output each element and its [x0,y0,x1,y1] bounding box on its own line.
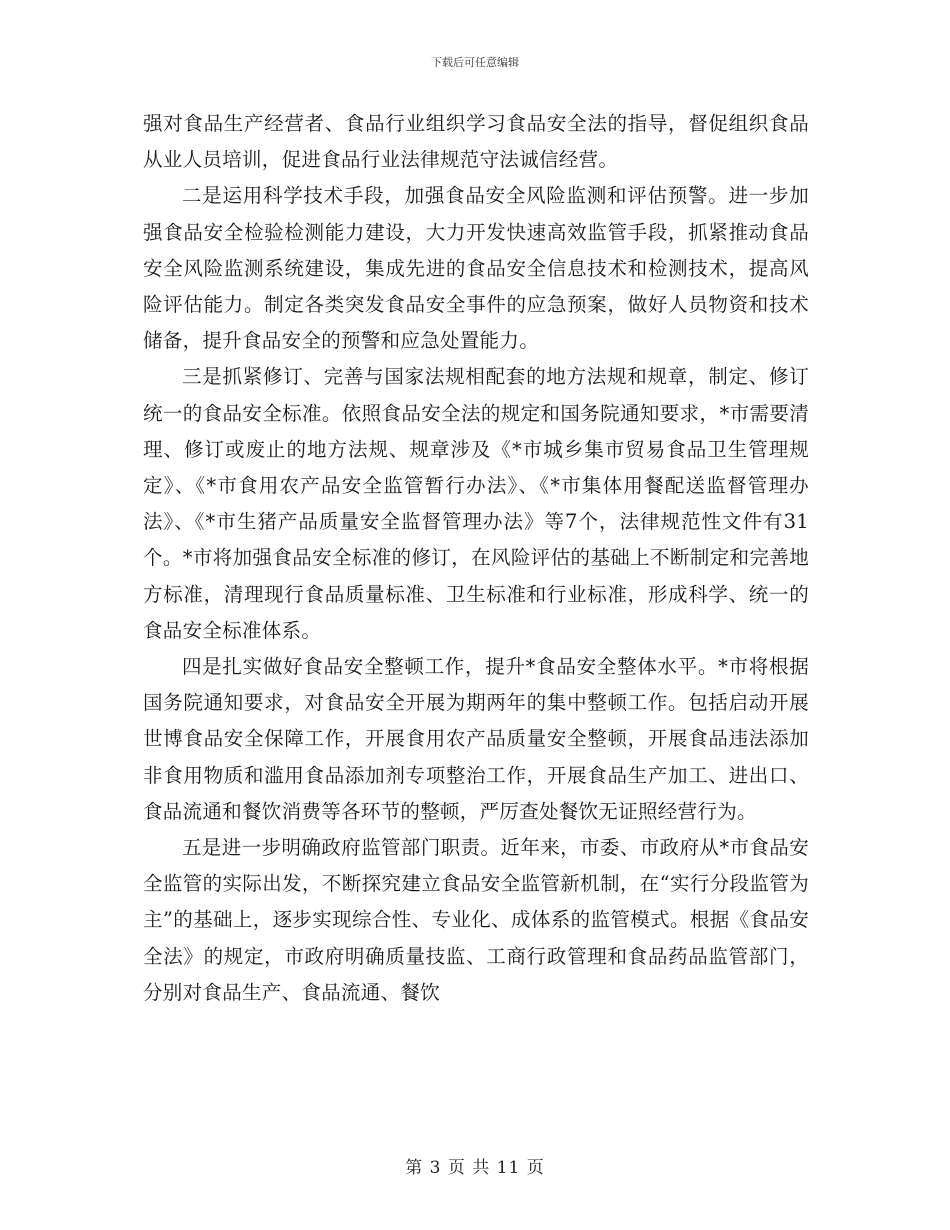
page-header-note: 下载后可任意编辑 [431,56,519,69]
paragraph-item-4: 四是扎实做好食品安全整顿工作，提升*食品安全整体水平。*市将根据国务院通知要求，对食品安全开展为期两年的集中整顿工作。包括启动开展世博食品安全保障工作，开展食用农产品质量安全整顿，开展食品违法添加非食用物质和滥用食品添加剂专项整治工作，开展食品生产加工、进出口、食品流通和餐饮消费等各环节的整顿，严厉查处餐饮无证照经营行为。 [143,655,809,823]
paragraph-item-3: 三是抓紧修订、完善与国家法规相配套的地方法规和规章，制定、修订统一的食品安全标准。依照食品安全法的规定和国务院通知要求，*市需要清理、修订或废止的地方法规、规章涉及《*市城乡集市贸易食品卫生管理规定》、《*市食用农产品安全监管暂行办法》、《*市集体用餐配送监督管理办法》、《*市生猪产品质量安全监督管理办法》等7个，法律规范性文件有31个。*市将加强食品安全标准的修订，在风险评估的基础上不断制定和完善地方标准，清理现行食品质量标准、卫生标准和行业标准，形成科学、统一的食品安全标准体系。 [143,365,809,642]
paragraph-item-2: 二是运用科学技术手段，加强食品安全风险监测和评估预警。进一步加强食品安全检验检测能力建设，大力开发快速高效监管手段，抓紧推动食品安全风险监测系统建设，集成先进的食品安全信息技术和检测技术，提高风险评估能力。制定各类突发食品安全事件的应急预案，做好人员物资和技术储备，提升食品安全的预警和应急处置能力。 [143,184,809,353]
paragraph-continuation: 强对食品生产经营者、食品行业组织学习食品安全法的指导，督促组织食品从业人员培训，促进食品行业法律规范守法诚信经营。 [143,112,809,172]
page-number-footer: 第 3 页 共 11 页 [405,1158,545,1178]
paragraph-item-5: 五是进一步明确政府监管部门职责。近年来，市委、市政府从*市食品安全监管的实际出发，不断探究建立食品安全监管新机制，在“实行分段监管为主”的基础上，逐步实现综合性、专业化、成体系的监管模式。根据《食品安全法》的规定，市政府明确质量技监、工商行政管理和食品药品监管部门，分别对食品生产、食品流通、餐饮 [143,836,809,1004]
document-body [143,106,809,1011]
